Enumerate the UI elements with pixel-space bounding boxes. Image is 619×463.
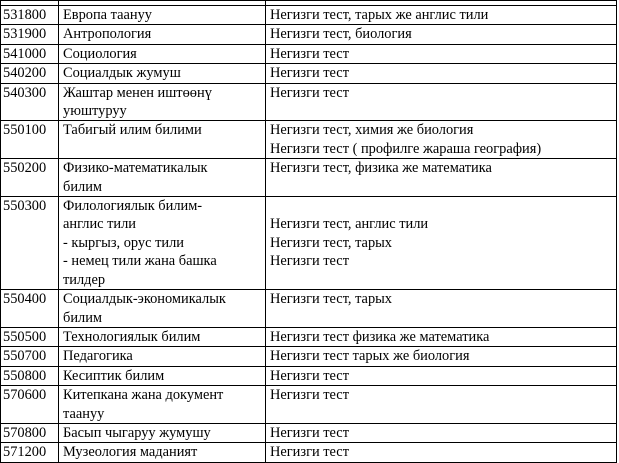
table-body xyxy=(1,1,617,463)
test-requirement-line: Негизги тест xyxy=(270,424,349,441)
table-row xyxy=(1,423,617,442)
test-requirement-line: Негизги тест xyxy=(270,45,349,62)
specialty-name-line: Антропология xyxy=(63,26,152,43)
test-requirements xyxy=(266,44,617,63)
table-row xyxy=(1,6,617,25)
specialty-name-line: Музеология маданият xyxy=(63,444,198,461)
specialty-name-line: Китепкана жана документ xyxy=(63,387,224,404)
test-requirement-line: Негизги тест, англис тили xyxy=(270,216,429,233)
test-requirement-line: Негизги тест, тарых xyxy=(270,291,393,308)
specialty-name xyxy=(59,423,266,442)
specialty-name-line: Жаштар менен иштөөнү xyxy=(63,84,212,101)
table-row xyxy=(1,290,617,328)
specialty-name-line: билим xyxy=(63,178,103,195)
test-requirements xyxy=(266,83,617,121)
specialty-name xyxy=(59,386,266,424)
table-row xyxy=(1,159,617,197)
table-row xyxy=(1,64,617,83)
table-row xyxy=(1,386,617,424)
table-row xyxy=(1,327,617,346)
test-requirements xyxy=(266,121,617,159)
specialty-name-line: тилдер xyxy=(63,271,106,288)
test-requirement-line: Негизги тест, химия же биология xyxy=(270,122,474,139)
table-row xyxy=(1,83,617,121)
test-requirements xyxy=(266,443,617,462)
specialty-code: 570800 xyxy=(1,423,59,442)
test-requirements xyxy=(266,6,617,25)
specialty-name-line: уюштуруу xyxy=(63,103,127,120)
specialty-name-line: Филологиялык билим- xyxy=(63,198,203,215)
specialty-code: 550400 xyxy=(1,290,59,328)
specialty-name-line: Социалдык-экономикалык xyxy=(63,291,226,308)
specialty-name xyxy=(59,366,266,385)
specialty-code: 550100 xyxy=(1,121,59,159)
specialty-name-line: Басып чыгаруу жумушу xyxy=(63,424,211,441)
table-row xyxy=(1,25,617,44)
test-requirements xyxy=(266,366,617,385)
test-requirements xyxy=(266,159,617,197)
test-requirement-line: Негизги тест xyxy=(270,367,349,384)
test-requirement-line: Негизги тест, физика же математика xyxy=(270,160,492,177)
specialty-name-line: Технологиялык билим xyxy=(63,328,201,345)
specialty-code: 540200 xyxy=(1,64,59,83)
specialty-name xyxy=(59,64,266,83)
table-row xyxy=(1,44,617,63)
specialty-name xyxy=(59,159,266,197)
test-requirements xyxy=(266,386,617,424)
test-requirement-line: Негизги тест тарых же биология xyxy=(270,348,470,365)
specialty-name-line: таануу xyxy=(63,405,105,422)
test-requirements xyxy=(266,290,617,328)
test-requirement-line: Негизги тест, тарых же англис тили xyxy=(270,7,489,23)
specialty-code: 550800 xyxy=(1,366,59,385)
test-requirements xyxy=(266,327,617,346)
test-requirement-line: Негизги тест ( профилге жараша география) xyxy=(270,140,542,157)
test-requirements xyxy=(266,197,617,290)
test-requirements xyxy=(266,64,617,83)
specialty-name-line: Педагогика xyxy=(63,348,133,365)
specialty-name-line: англис тили xyxy=(63,216,136,233)
specialty-code: 531800 xyxy=(1,6,59,25)
test-requirements xyxy=(266,347,617,366)
specialty-code: 550500 xyxy=(1,327,59,346)
specialty-code: 550300 xyxy=(1,197,59,290)
test-requirement-line: Негизги тест физика же математика xyxy=(270,328,490,345)
table-row xyxy=(1,121,617,159)
test-requirements xyxy=(266,25,617,44)
specialty-name xyxy=(59,347,266,366)
specialty-name-line: - немец тили жана башка xyxy=(63,253,217,270)
specialty-code: 550200 xyxy=(1,159,59,197)
test-requirement-line: Негизги тест xyxy=(270,253,349,270)
specialty-code: 541000 xyxy=(1,44,59,63)
specialty-name xyxy=(59,443,266,462)
table-row xyxy=(1,443,617,462)
specialty-name xyxy=(59,197,266,290)
test-requirement-line: Негизги тест xyxy=(270,65,349,82)
specialty-name xyxy=(59,6,266,25)
specialty-name-line: Табигый илим билими xyxy=(63,122,202,139)
specialty-name-line: билим xyxy=(63,309,103,326)
table-row xyxy=(1,347,617,366)
test-requirement-line: Негизги тест, тарых xyxy=(270,234,393,251)
test-requirement-line: Негизги тест xyxy=(270,387,349,404)
table-row xyxy=(1,197,617,290)
specialty-name-line: Европа таануу xyxy=(63,7,152,23)
specialty-name xyxy=(59,25,266,44)
specialty-code: 571200 xyxy=(1,443,59,462)
specialty-name xyxy=(59,121,266,159)
test-requirements xyxy=(266,423,617,442)
specialty-name-line: Социология xyxy=(63,45,137,62)
test-requirement-line: Негизги тест xyxy=(270,84,349,101)
test-requirement-line: Негизги тест, биология xyxy=(270,26,412,43)
specialty-code: 531900 xyxy=(1,25,59,44)
specialty-name xyxy=(59,44,266,63)
specialty-code: 540300 xyxy=(1,83,59,121)
specialty-name-line: - кыргыз, орус тили xyxy=(63,234,184,251)
specialty-name xyxy=(59,83,266,121)
test-requirement-line: Негизги тест xyxy=(270,444,349,461)
specialty-name xyxy=(59,327,266,346)
specialty-code: 550700 xyxy=(1,347,59,366)
specialty-name-line: Кесиптик билим xyxy=(63,367,165,384)
specialty-name-line: Социалдык жумуш xyxy=(63,65,181,82)
table-row xyxy=(1,366,617,385)
specialty-name-line: Физико-математикалык xyxy=(63,160,208,177)
specialty-code: 570600 xyxy=(1,386,59,424)
specialty-name xyxy=(59,290,266,328)
test-requirement-line xyxy=(270,197,612,215)
